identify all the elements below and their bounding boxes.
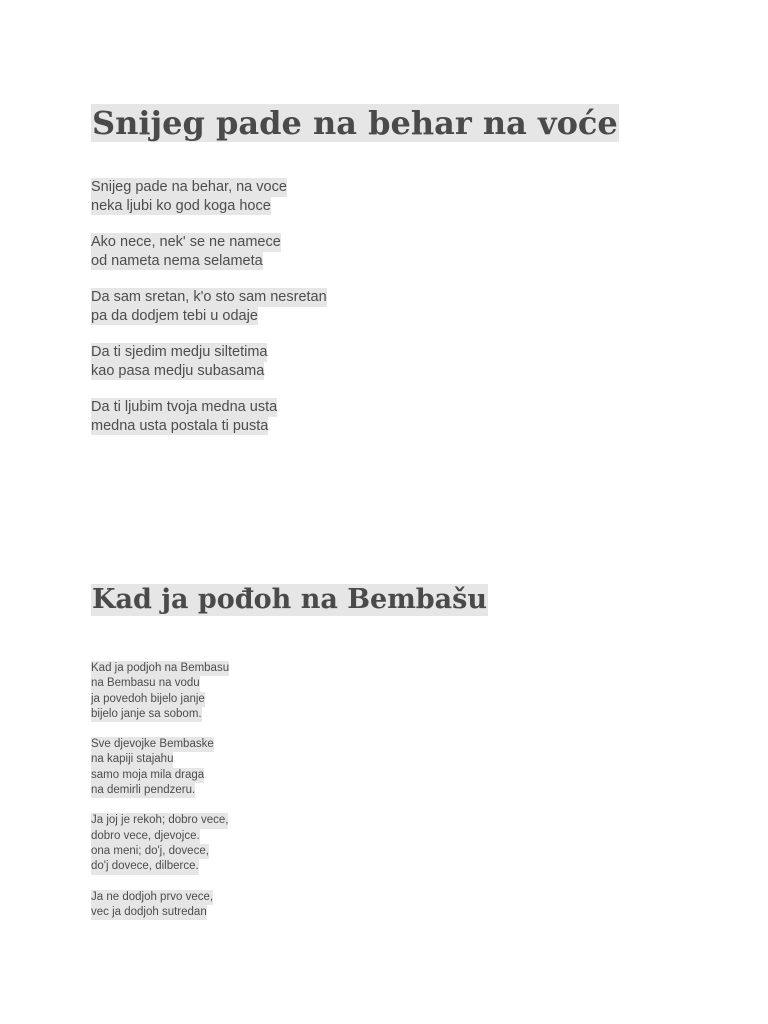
verse-text: Sve djevojke Bembaske xyxy=(91,737,214,752)
verse-line xyxy=(91,343,327,362)
verse-line xyxy=(91,737,229,752)
song-title-kad-ja-podjoh xyxy=(91,584,488,616)
verse-text: medna usta postala ti pusta xyxy=(91,417,269,434)
verse-line xyxy=(91,707,229,722)
verse-line xyxy=(91,178,327,197)
verse-line xyxy=(91,661,229,676)
verse-line xyxy=(91,252,327,271)
verse-line xyxy=(91,813,229,828)
verse-line xyxy=(91,890,229,905)
stanza xyxy=(91,890,229,921)
verse-line xyxy=(91,676,229,691)
verse-text: na kapiji stajahu xyxy=(91,752,173,767)
verse-text: bijelo janje sa sobom. xyxy=(91,707,202,722)
verse-text: neka ljubi ko god koga hoce xyxy=(91,197,271,214)
verse-line xyxy=(91,398,327,417)
verse-text: od nameta nema selameta xyxy=(91,252,263,269)
stanza xyxy=(91,178,327,215)
verse-text: pa da dodjem tebi u odaje xyxy=(91,307,258,324)
verse-line xyxy=(91,362,327,381)
verse-text: ja povedoh bijelo janje xyxy=(91,692,205,707)
verse-line xyxy=(91,233,327,252)
verse-text: Ja ne dodjoh prvo vece, xyxy=(91,890,213,905)
verse-line xyxy=(91,905,229,920)
verse-text: Ako nece, nek' se ne namece xyxy=(91,234,281,250)
stanza xyxy=(91,398,327,435)
verse-line xyxy=(91,844,229,859)
song-title-snijeg-pade xyxy=(91,104,619,142)
verse-text: na Bembasu na vodu xyxy=(91,676,200,691)
verse-line xyxy=(91,692,229,707)
stanza xyxy=(91,233,327,270)
stanza xyxy=(91,813,229,874)
verse-text: samo moja mila draga xyxy=(91,768,204,783)
verse-line xyxy=(91,417,327,436)
verse-text: Kad ja podjoh na Bembasu xyxy=(91,661,229,676)
verse-text: Da ti sjedim medju siltetima xyxy=(91,344,268,360)
verse-line xyxy=(91,768,229,783)
verse-text: na demirli pendzeru. xyxy=(91,783,195,798)
verse-text: Da sam sretan, k'o sto sam nesretan xyxy=(91,289,327,305)
verse-text: Snijeg pade na behar, na voce xyxy=(91,179,287,195)
verse-text: ona meni; do'j, dovece, xyxy=(91,844,209,859)
stanza xyxy=(91,661,229,722)
poem-kad-ja-podjoh xyxy=(91,661,229,935)
verse-line xyxy=(91,197,327,216)
verse-line xyxy=(91,859,229,874)
verse-line xyxy=(91,288,327,307)
poem-snijeg-pade xyxy=(91,178,327,453)
stanza xyxy=(91,343,327,380)
verse-line xyxy=(91,783,229,798)
verse-text: dobro vece, djevojce. xyxy=(91,829,200,844)
stanza xyxy=(91,288,327,325)
verse-text: do'j dovece, dilberce. xyxy=(91,859,199,874)
verse-line xyxy=(91,307,327,326)
verse-line xyxy=(91,829,229,844)
stanza xyxy=(91,737,229,798)
song-title-text: Kad ja pođoh na Bembašu xyxy=(92,584,488,615)
verse-text: Ja joj je rekoh; dobro vece, xyxy=(91,813,228,828)
verse-line xyxy=(91,752,229,767)
verse-text: kao pasa medju subasama xyxy=(91,362,265,379)
verse-text: Da ti ljubim tvoja medna usta xyxy=(91,399,278,415)
song-title-text: Snijeg pade na behar na voće xyxy=(92,104,618,142)
verse-text: vec ja dodjoh sutredan xyxy=(91,905,207,920)
